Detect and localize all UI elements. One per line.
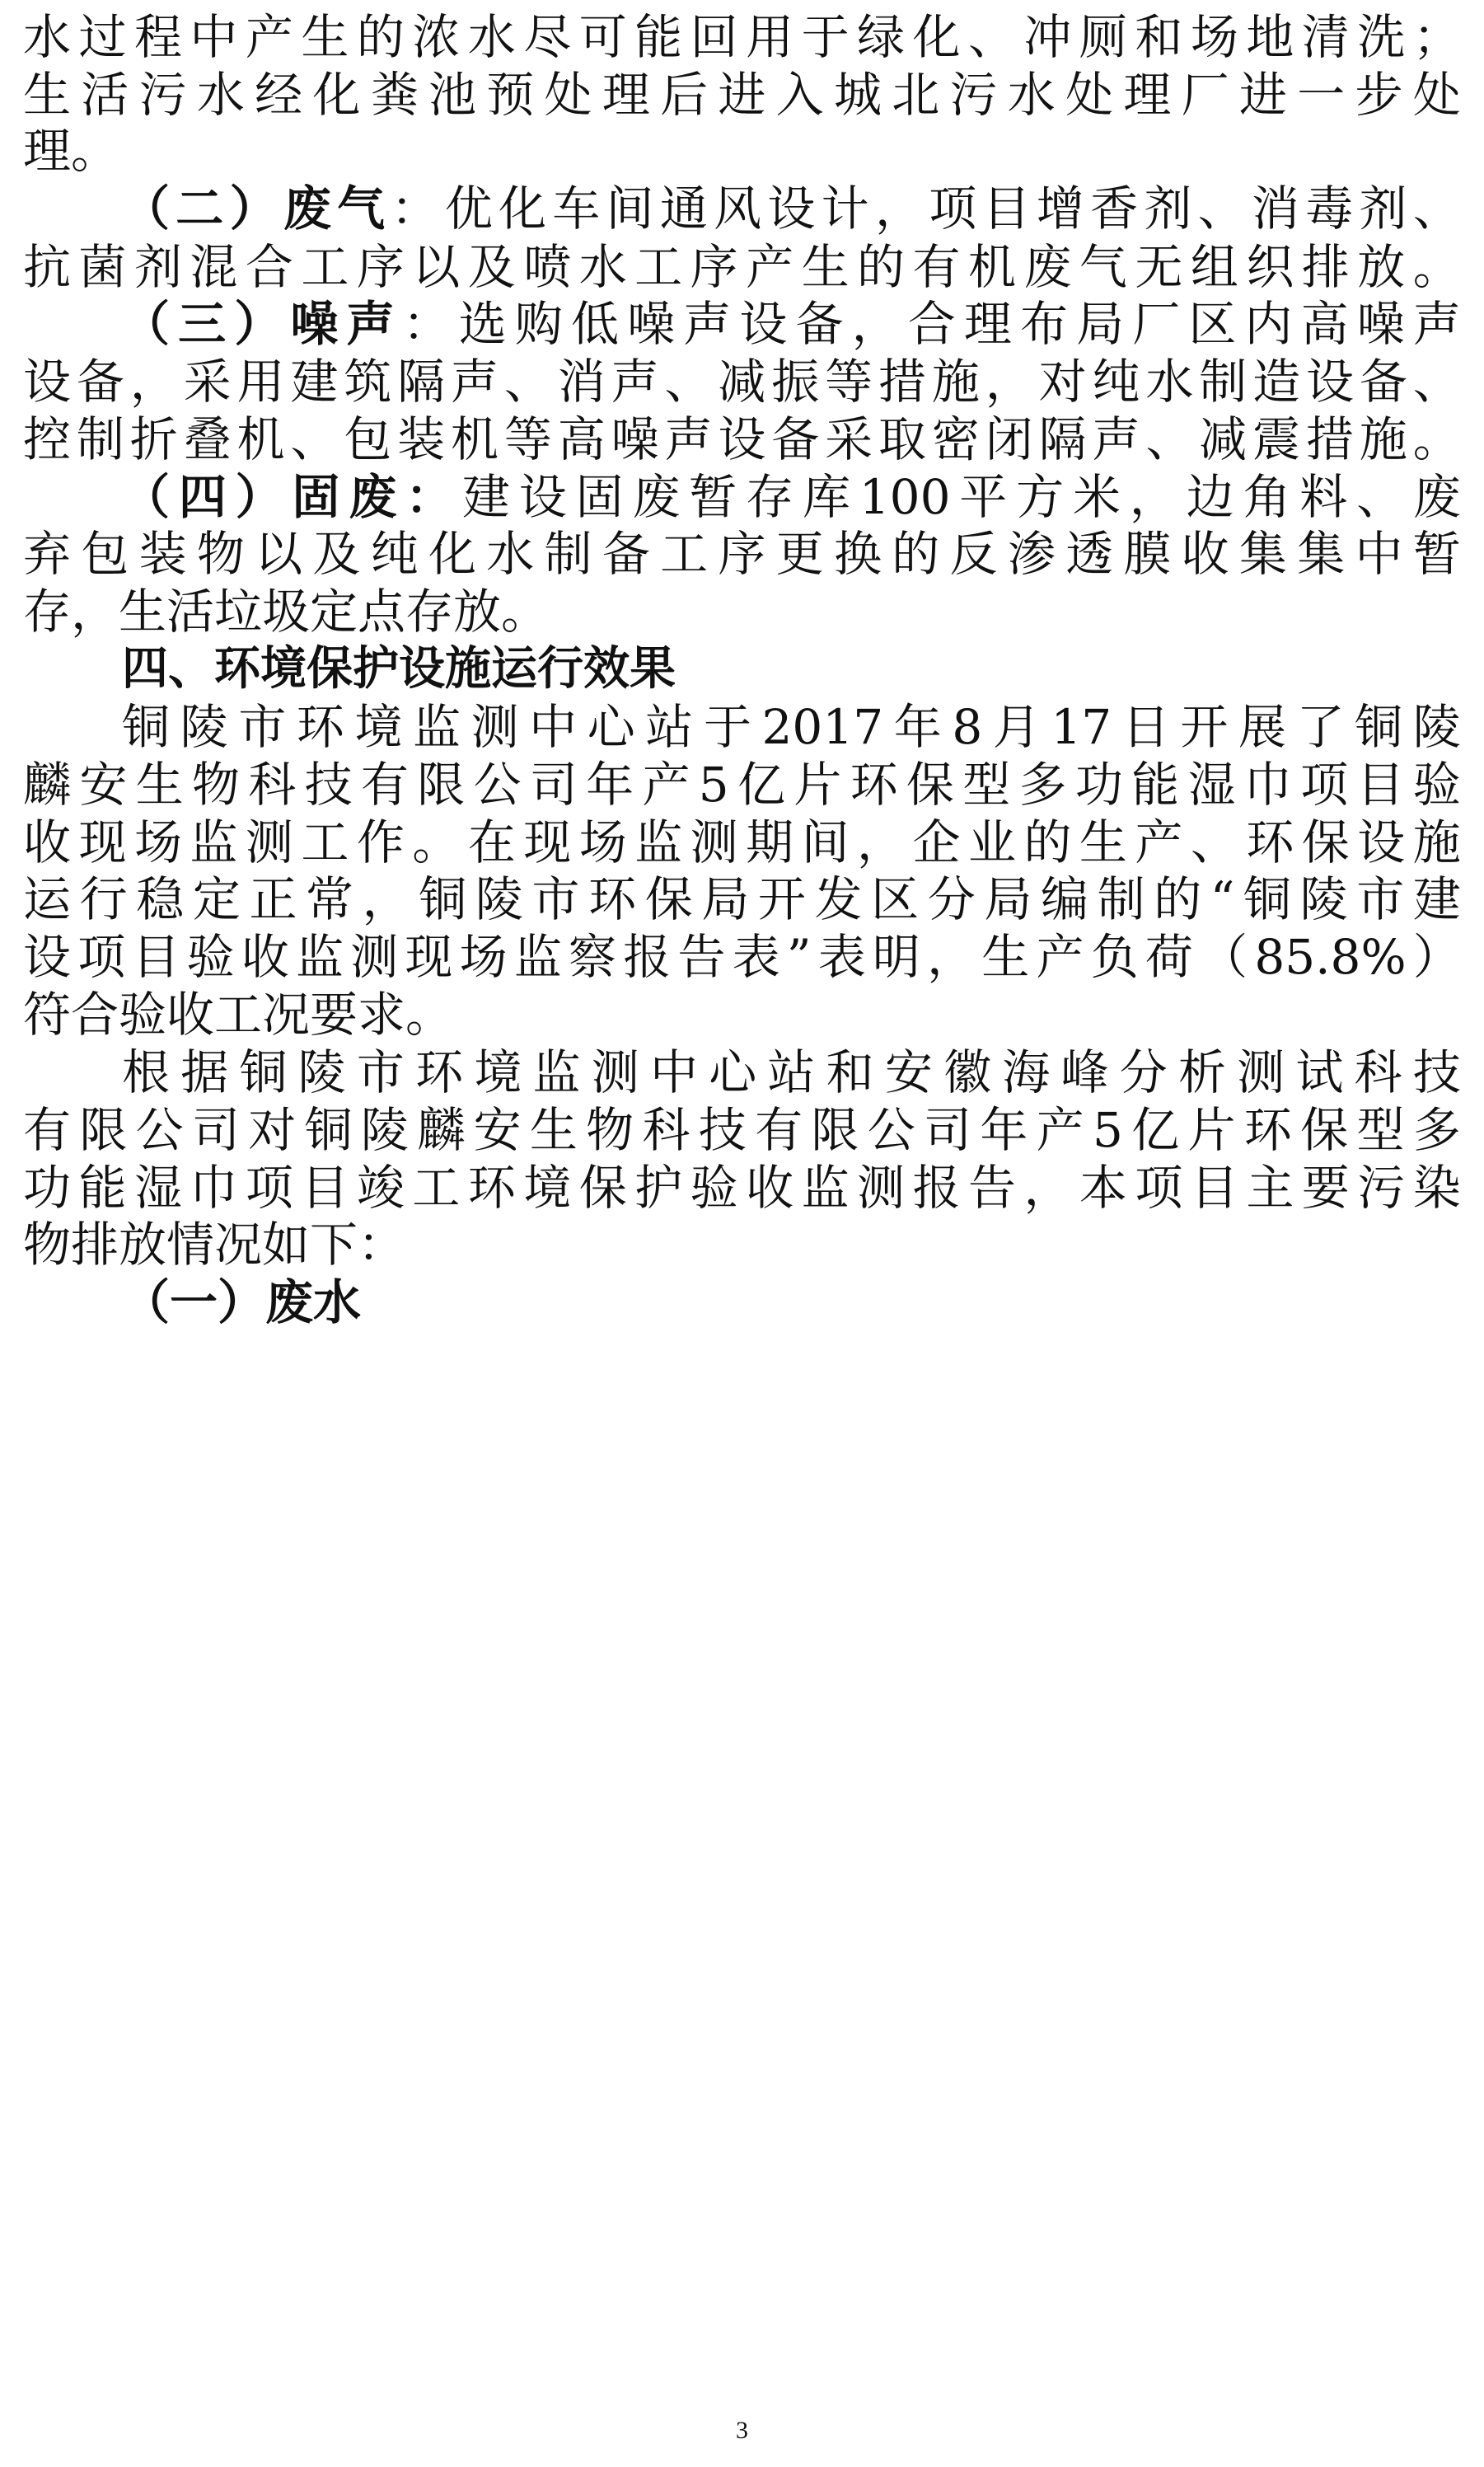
text-line: 设 项 目 验 收 监 测 现 场 监 察 报 告 表 ” 表 明 ， 生 产 负 荷 （ 85.8% ）	[23, 929, 1461, 985]
text-segment: 物排放情况如下：	[23, 1217, 406, 1273]
text-line: （ 三 ） 噪 声 ： 选 购 低 噪 声 设 备 ， 合 理 布 局 厂 区 内 高 噪 声	[122, 296, 1461, 352]
text-line: 设 备 ， 采 用 建 筑 隔 声 、 消 声 、 减 振 等 措 施 ， 对 纯 水 制 造 设 备 、	[23, 354, 1461, 410]
text-segment: 存，生活垃圾定点存放。	[23, 584, 550, 640]
text-line: （ 二 ） 废 气 ： 优 化 车 间 通 风 设 计 ， 项 目 增 香 剂 、 消 毒 剂 、	[122, 181, 1461, 237]
text-segment: 符合验收工况要求。	[23, 987, 454, 1043]
text-line: 收 现 场 监 测 工 作 。 在 现 场 监 测 期 间 ， 企 业 的 生 产 、 环 保 设 施	[23, 814, 1461, 870]
section-heading	[122, 640, 676, 698]
text-line	[23, 583, 549, 640]
text-line	[23, 1216, 405, 1273]
text-line: 铜 陵 市 环 境 监 测 中 心 站 于 2017 年 8 月 17 日 开 展 了 铜 陵	[122, 699, 1461, 755]
text-line: 有 限 公 司 对 铜 陵 麟 安 生 物 科 技 有 限 公 司 年 产 5 亿 片 环 保 型 多	[23, 1102, 1461, 1158]
text-line: 抗 菌 剂 混 合 工 序 以 及 喷 水 工 序 产 生 的 有 机 废 气 无 组 织 排 放 。	[23, 239, 1461, 295]
text-segment: 四、环境保护设施运行效果	[122, 642, 676, 696]
text-line	[23, 122, 119, 180]
text-line: （ 四 ） 固 废 ： 建 设 固 废 暂 存 库 100 平 方 米 ， 边 角 料 、 废	[122, 469, 1461, 525]
text-segment: 理。	[23, 123, 119, 179]
page-number: 3	[736, 2417, 748, 2444]
text-line	[23, 986, 453, 1044]
text-line: 控 制 折 叠 机 、 包 装 机 等 高 噪 声 设 备 采 取 密 闭 隔 声 、 减 震 措 施 。	[23, 411, 1461, 467]
text-line: 水 过 程 中 产 生 的 浓 水 尽 可 能 回 用 于 绿 化 、 冲 厕 和 场 地 清 洗 ；	[23, 9, 1461, 65]
text-line	[122, 1273, 361, 1331]
text-line: 根 据 铜 陵 市 环 境 监 测 中 心 站 和 安 徽 海 峰 分 析 测 试 科 技	[122, 1044, 1461, 1100]
text-line: 生 活 污 水 经 化 粪 池 预 处 理 后 进 入 城 北 污 水 处 理 厂 进 一 步 处	[23, 67, 1461, 123]
text-line: 麟 安 生 物 科 技 有 限 公 司 年 产 5 亿 片 环 保 型 多 功 能 湿 巾 项 目 验	[23, 757, 1461, 813]
text-line: 运 行 稳 定 正 常 ， 铜 陵 市 环 保 局 开 发 区 分 局 编 制 的 “ 铜 陵 市 建	[23, 871, 1461, 927]
text-line: 功 能 湿 巾 项 目 竣 工 环 境 保 护 验 收 监 测 报 告 ， 本 项 目 主 要 污 染	[23, 1160, 1461, 1216]
text-line: 弃 包 装 物 以 及 纯 化 水 制 备 工 序 更 换 的 反 渗 透 膜 收 集 集 中 暂	[23, 526, 1461, 582]
subsection-label: （一）废水	[122, 1274, 362, 1330]
